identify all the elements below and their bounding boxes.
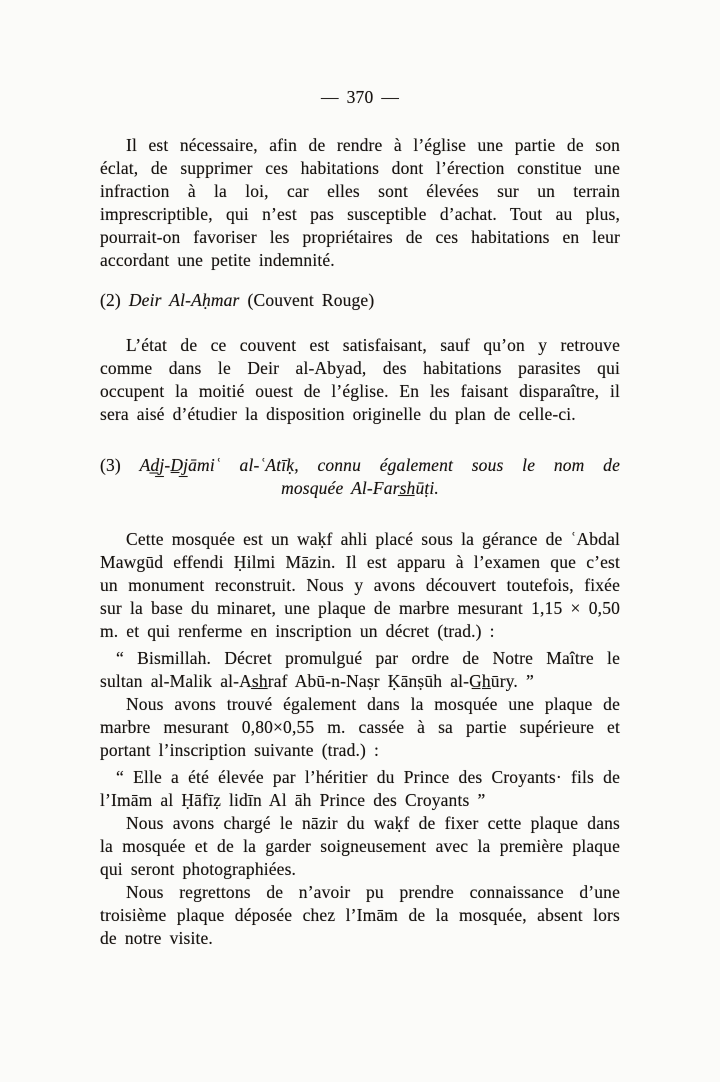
section-3-heading-line-1 bbox=[100, 454, 620, 477]
section-3-title-line-1: Ad̲j̲-D̲j̲āmiʿ al-ʿAtīḳ, connu également sous le nom de bbox=[139, 455, 620, 475]
quote-second-plaque-inscription: “ Elle a été élevée par l’héritier du Prince des Croyants· fils de l’Imām al Ḥāfīẓ lidīn Al āh Prince des Croyants ” bbox=[100, 767, 620, 810]
section-3-heading bbox=[100, 454, 620, 500]
section-2-subtitle: (Couvent Rouge) bbox=[247, 290, 375, 310]
scanned-book-page bbox=[100, 0, 620, 950]
section-2-number: (2) bbox=[100, 290, 121, 310]
paragraph-1: Il est nécessaire, afin de rendre à l’église une partie de son éclat, de supprimer ces habitations dont l’érection constitue une infraction à la loi, car elles sont élevées sur un terrain imprescriptible, qui n’est pas susceptible d’achat. Tout au plus, pourrait-on favoriser les propriétaires de ces habitations en leur accordant une petite indemnité. bbox=[100, 135, 620, 270]
section-3-number: (3) bbox=[100, 455, 121, 475]
paragraph-5: Nous avons chargé le nāzir du waḳf de fixer cette plaque dans la mosquée et de la garder soigneusement avec la première plaque qui seront photographiées. bbox=[100, 813, 620, 879]
section-2-heading bbox=[100, 289, 620, 312]
paragraph-2: L’état de ce couvent est satisfaisant, sauf qu’on y retrouve comme dans le Deir al-Abyad, des habitations parasites qui occupent la moitié ouest de l’église. En les faisant disparaître, il sera aisé d’étudier la disposition originelle du plan de celle-ci. bbox=[100, 335, 620, 424]
section-3-title-line-2: mosquée Al-Fars̲h̲ūṭi. bbox=[281, 478, 439, 498]
section-2-title: Deir Al-Aḥmar bbox=[128, 290, 240, 310]
paragraph-4: Nous avons trouvé également dans la mosquée une plaque de marbre mesurant 0,80×0,55 m. cassée à sa partie supérieure et portant l’inscription suivante (trad.) : bbox=[100, 694, 620, 760]
quote-decree-inscription: “ Bismillah. Décret promulgué par ordre de Notre Maître le sultan al-Malik al-As̲h̲raf Abū-n-Naṣr Ḳānṣūh al-G̲h̲ūry. ” bbox=[100, 648, 620, 691]
paragraph-3: Cette mosquée est un waḳf ahli placé sous la gérance de ʿAbdal Mawgūd effendi Ḥilmi Māzin. Il est apparu à l’examen que c’est un monument reconstruit. Nous y avons découvert toutefois, fixée sur la base du minaret, une plaque de marbre mesurant 1,15 × 0,50 m. et qui renferme en inscription un décret (trad.) : bbox=[100, 529, 620, 641]
paragraph-6: Nous regrettons de n’avoir pu prendre connaissance d’une troisième plaque déposée chez l’Imām de la mosquée, absent lors de notre visite. bbox=[100, 882, 620, 948]
page-number: — 370 — bbox=[320, 87, 400, 107]
